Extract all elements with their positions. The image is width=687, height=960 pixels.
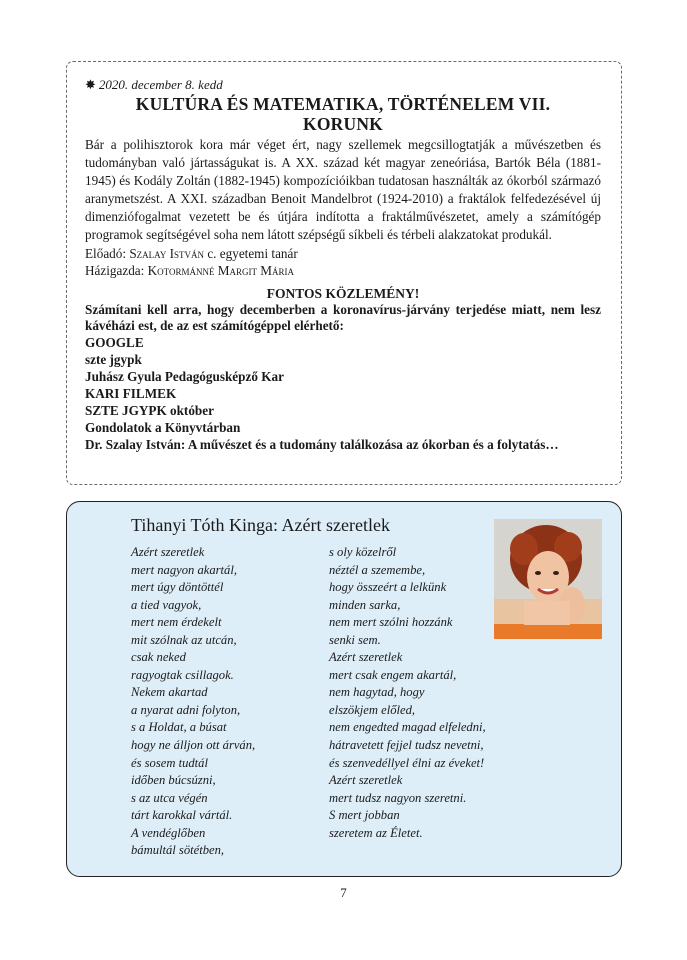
author-portrait-icon <box>494 519 602 639</box>
poem-line: mit szólnak az utcán, <box>131 632 237 647</box>
poem-box <box>66 501 622 877</box>
access-steps <box>85 335 601 453</box>
event-box <box>66 61 622 485</box>
poem-line: mert nem érdekelt <box>131 615 222 630</box>
poem-line: nem hagytad, hogy <box>329 685 425 700</box>
host-line: Házigazda: Kotormánné Margit Mária <box>85 262 295 278</box>
poem-line: mert úgy döntöttél <box>131 580 224 595</box>
poem-line: A vendéglőben <box>131 825 206 840</box>
notice-title: FONTOS KÖZLEMÉNY! <box>266 285 420 301</box>
poem-line: nem engedted magad elfeledni, <box>329 720 486 735</box>
poem-line: s az utca végén <box>131 790 208 805</box>
poem-line: bámultál sötétben, <box>131 843 225 858</box>
list-item: GOOGLE <box>85 335 144 351</box>
list-item: szte jgypk <box>85 352 142 368</box>
asterisk-icon: ✸ <box>85 77 96 92</box>
poem-line: Azért szeretlek <box>131 545 205 559</box>
page-number: 7 <box>340 885 347 900</box>
poem-line: s a Holdat, a búsat <box>131 720 227 735</box>
poem-column-1 <box>131 544 255 860</box>
poem-line: minden sarka, <box>329 597 401 612</box>
poem-line: mert nagyon akartál, <box>131 562 237 577</box>
poem-line: s oly közelről <box>329 545 397 559</box>
poem-column-2 <box>329 544 486 842</box>
poem-line: elszökjem előled, <box>329 702 416 717</box>
author-photo <box>494 519 602 639</box>
poem-line: néztél a szemembe, <box>329 562 426 577</box>
event-date: ✸ 2020. december 8. kedd <box>85 77 223 92</box>
poem-title: Tihanyi Tóth Kinga: Azért szeretlek <box>131 515 390 535</box>
poem-line: szeretem az Életet. <box>329 825 423 840</box>
poem-line: Azért szeretlek <box>329 650 403 665</box>
poem-line: ragyogtak csillagok. <box>131 667 234 682</box>
poem-line: időben búcsúzni, <box>131 773 216 788</box>
poem-line: és szenvedéllyel élni az éveket! <box>329 755 485 770</box>
list-item: Gondolatok a Könyvtárban <box>85 419 241 435</box>
poem-line: csak neked <box>131 650 186 665</box>
notice-text: Számítani kell arra, hogy decemberben a koronavírus-járvány terjedése miatt, nem lesz kávéházi est, de az est számítógéppel elérhető: <box>85 301 601 334</box>
poem-line: Nekem akartad <box>131 685 208 700</box>
poem-line: a nyarat adni folyton, <box>131 702 241 717</box>
poem-line: hogy összeért a lelkünk <box>329 580 447 595</box>
poem-line: hogy ne álljon ott árván, <box>131 738 256 753</box>
poem-line: nem mert szólni hozzánk <box>329 615 453 630</box>
event-title: KULTÚRA ÉS MATEMATIKA, TÖRTÉNELEM VII. KORUNK <box>135 94 551 134</box>
poem-line: tárt karokkal vártál. <box>131 808 233 823</box>
poem-line: Azért szeretlek <box>329 773 403 788</box>
list-item: Dr. Szalay István: A művészet és a tudomány találkozása az ókorban és a folytatás… <box>85 436 559 452</box>
poem-line: mert csak engem akartál, <box>329 667 457 682</box>
list-item: SZTE JGYPK október <box>85 403 214 418</box>
poem-line: és sosem tudtál <box>131 755 208 770</box>
poem-line: hátravetett fejjel tudsz nevetni, <box>329 738 484 753</box>
event-description: Bár a polihisztorok kora már véget ért, nagy szellemek megcsillogtatják a művészetben és tudományban való jártasságukat is. A XX. század két magyar zeneóriása, Bartók Béla (1881-1945) és Kodály Zoltán (1882-1945) kompozícióikban tudatosan használták az ókorból származó aranymetszést. A XXI. században Benoit Mandelbrot (1924-2010) a fraktálok felfedezésével új dimenziófogalmat vezetett be és útjára indította a fraktálművészetet, amely a számítógép programok segítségével soha nem látott szépségű síkbeli és térbeli alakzatokat produkál. <box>85 137 601 243</box>
list-item: KARI FILMEK <box>85 386 177 402</box>
poem-line: a tied vagyok, <box>131 597 202 612</box>
list-item: Juhász Gyula Pedagógusképző Kar <box>85 369 284 385</box>
poem-line: senki sem. <box>329 632 381 647</box>
poem-line: S mert jobban <box>329 808 400 823</box>
presenter-line: Előadó: Szalay István c. egyetemi tanár <box>85 245 298 261</box>
poem-line: mert tudsz nagyon szeretni. <box>329 790 467 805</box>
